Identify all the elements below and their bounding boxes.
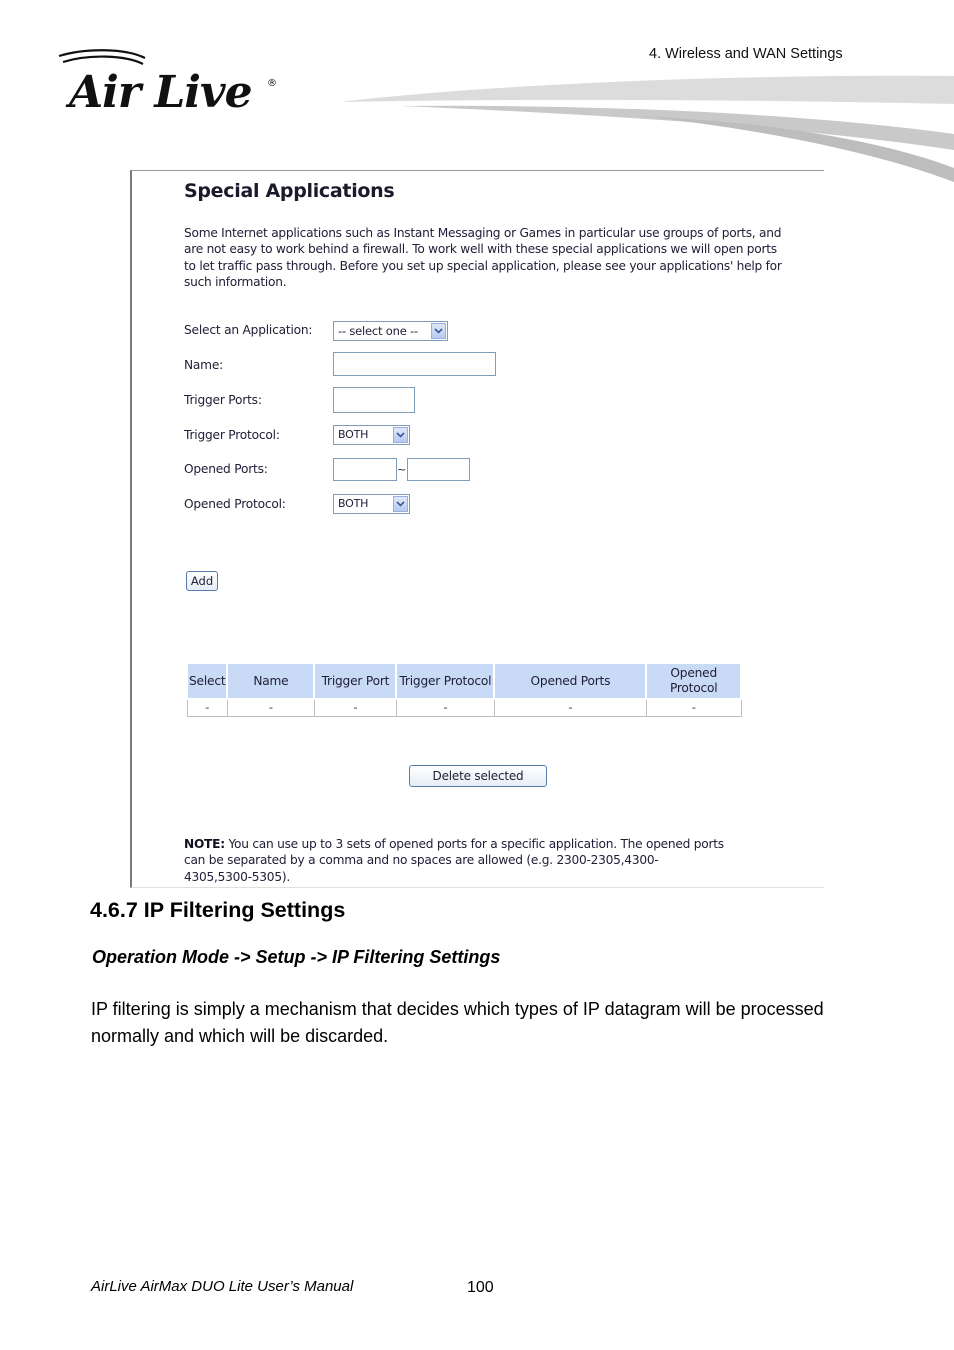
trigger-ports-label: Trigger Ports: [184, 393, 262, 407]
trigger-ports-input[interactable] [333, 387, 415, 413]
table-cell: - [187, 699, 227, 717]
column-header-name: Name [227, 663, 314, 699]
chevron-down-icon[interactable] [431, 323, 446, 339]
navigation-path: Operation Mode -> Setup -> IP Filtering Settings [92, 947, 501, 967]
add-button[interactable]: Add [186, 571, 218, 591]
section-heading: 4.6.7 IP Filtering Settings [90, 898, 346, 922]
panel-title: Special Applications [184, 180, 395, 202]
trigger-protocol-label: Trigger Protocol: [184, 428, 280, 442]
logo-wordmark: Air Live [69, 67, 252, 116]
chapter-label: 4. Wireless and WAN Settings [649, 46, 843, 62]
opened-protocol-value: BOTH [338, 497, 369, 510]
column-header-opened-protocol: Opened Protocol [646, 663, 741, 699]
application-select[interactable] [333, 321, 448, 341]
page-number: 100 [467, 1279, 494, 1296]
special-applications-screenshot [130, 170, 824, 888]
table-cell: - [396, 699, 494, 717]
trigger-protocol-select[interactable] [333, 425, 410, 445]
name-input[interactable] [333, 352, 496, 376]
column-header-trigger-protocol: Trigger Protocol [396, 663, 494, 699]
column-header-trigger-port: Trigger Port [314, 663, 396, 699]
note-body: You can use up to 3 sets of opened ports for a specific application. The opened ports can be separated by a comma and no spaces are allowed (e.g. 2300-2305,4300-4305,5300-5305). [184, 837, 724, 884]
chevron-down-icon[interactable] [393, 496, 408, 512]
column-header-select: Select [187, 663, 227, 699]
table-cell: - [314, 699, 396, 717]
registered-mark: ® [267, 78, 277, 89]
column-header-opened-ports: Opened Ports [494, 663, 646, 699]
table-cell: - [494, 699, 646, 717]
table-cell: - [227, 699, 314, 717]
trigger-protocol-value: BOTH [338, 428, 369, 441]
table-cell: - [646, 699, 741, 717]
delete-selected-button[interactable]: Delete selected [409, 765, 547, 787]
opened-protocol-select[interactable] [333, 494, 410, 514]
application-select-value: -- select one -- [338, 324, 418, 338]
opened-protocol-label: Opened Protocol: [184, 497, 286, 511]
name-label: Name: [184, 358, 224, 372]
opened-ports-from-input[interactable] [333, 458, 397, 481]
select-application-label: Select an Application: [184, 323, 313, 337]
port-range-separator: ~ [397, 463, 407, 476]
note-label: NOTE: [184, 837, 225, 851]
note-text [184, 836, 724, 885]
table-header-row [187, 663, 741, 699]
panel-description: Some Internet applications such as Instant Messaging or Games in particular use groups of ports, and are not easy to work behind a firewall. To work well with these special applications we will open ports to let traffic pass through. Before you set up special application, please see your applications' help for such information. [184, 226, 782, 289]
intro-paragraph: IP filtering is simply a mechanism that decides which types of IP datagram will be processed normally and which will be discarded. [91, 999, 824, 1046]
chevron-down-icon[interactable] [393, 427, 408, 443]
opened-ports-label: Opened Ports: [184, 462, 268, 476]
airlive-logo [55, 46, 285, 116]
footer-manual-title: AirLive AirMax DUO Lite User’s Manual [91, 1278, 354, 1295]
special-applications-table [186, 662, 742, 717]
opened-ports-to-input[interactable] [407, 458, 470, 481]
table-row [187, 699, 741, 717]
